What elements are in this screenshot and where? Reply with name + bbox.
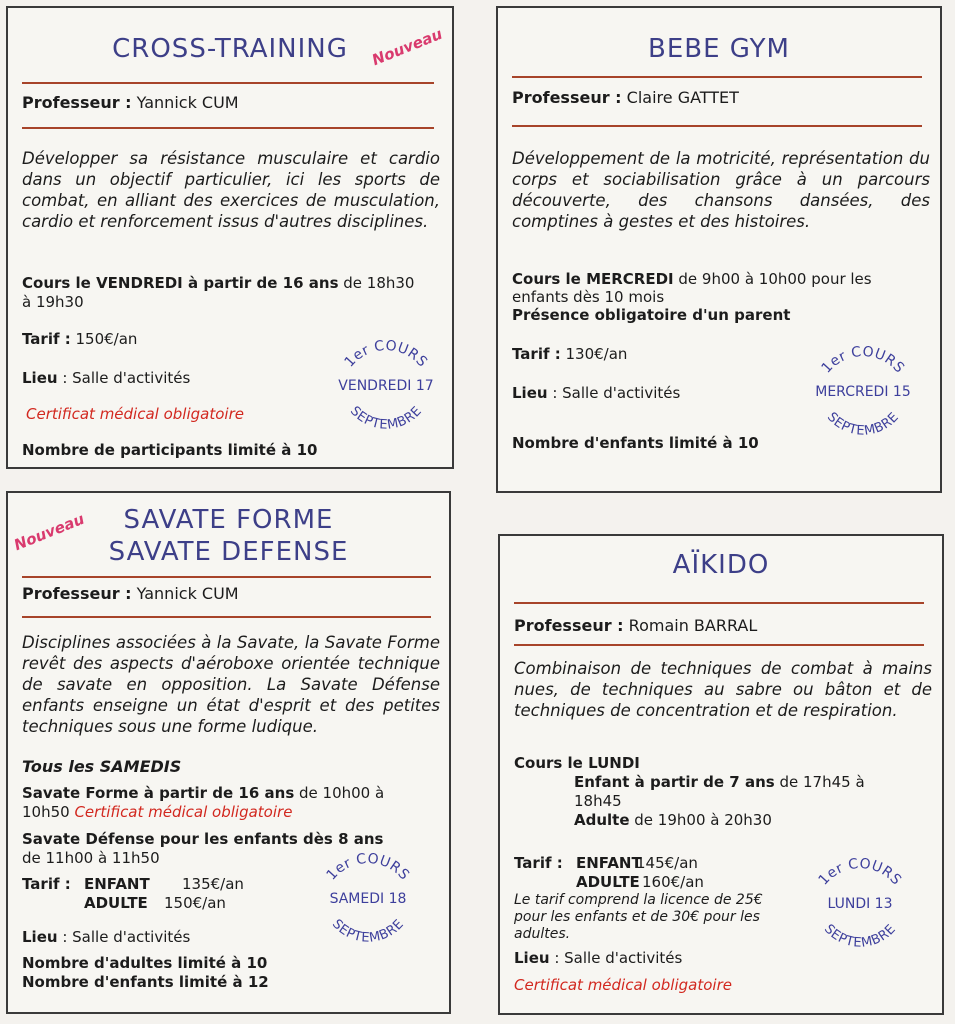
- divider: [22, 82, 434, 84]
- professor-line: Professeur : Yannick CUM: [22, 93, 239, 112]
- professor-line: Professeur : Romain BARRAL: [514, 616, 758, 635]
- nouveau-badge: Nouveau: [369, 24, 445, 70]
- schedule-line: Cours le VENDREDI à partir de 16 ans de 18h30: [22, 274, 415, 292]
- stamp-day: SAMEDI 18: [329, 891, 407, 907]
- divider: [512, 76, 922, 78]
- svg-text:SEPTEMBRE: [824, 410, 902, 439]
- schedule-line: Cours le MERCREDI de 9h00 à 10h00 pour les: [512, 270, 872, 288]
- certificat-line: Certificat médical obligatoire: [514, 976, 732, 994]
- savate-title-1: SAVATE FORME: [123, 505, 334, 535]
- description: Développer sa résistance musculaire et cardio dans un objectif particulier, ici les sports de combat, en alliant des exercices de musculation, cardio et renforcement issus d'autres disciplines.: [22, 149, 440, 231]
- svg-text:1er COURS: [819, 344, 908, 377]
- presence-line: Présence obligatoire d'un parent: [512, 306, 791, 324]
- divider: [514, 602, 924, 604]
- cours-line: Cours le LUNDI: [514, 754, 640, 772]
- svg-text:1er COURS: [324, 851, 413, 884]
- first-class-stamp: [803, 332, 923, 452]
- schedule-line-2: à 19h30: [22, 293, 84, 311]
- stamp-bottom-text: SEPTEMBRE: [346, 403, 426, 433]
- lieu-line: Lieu : Salle d'activités: [514, 949, 683, 967]
- professor-line: Professeur : Claire GATTET: [512, 88, 739, 107]
- stamp-top-text: 1er COURS: [341, 337, 431, 371]
- divider: [22, 616, 431, 618]
- cross-training-title: CROSS-TRAINING: [112, 34, 348, 64]
- svg-text:SEPTEMBRE: [821, 922, 899, 951]
- svg-text:1er COURS: [342, 338, 431, 371]
- stamp-day: VENDREDI 17: [338, 378, 434, 394]
- licence-note: Le tarif comprend la licence de 25€ pour les enfants et de 30€ pour les adultes.: [514, 892, 763, 942]
- lieu-line: Lieu : Salle d'activités: [512, 384, 681, 402]
- professor-line: Professeur : Yannick CUM: [22, 584, 239, 603]
- tarif-enfant-line: Tarif : ENFANT 135€/an: [22, 875, 244, 893]
- first-class-stamp: [308, 839, 428, 959]
- samedis-line: Tous les SAMEDIS: [22, 757, 182, 776]
- description: Combinaison de techniques de combat à mains nues, de techniques au sabre ou bâton et de techniques de concentration et de respiration.: [514, 659, 932, 720]
- description: Développement de la motricité, représentation du corps et sociabilisation grâce à un parcours découverte, des chansons dansées, des comptines à gestes et des histoires.: [512, 149, 930, 231]
- divider: [512, 125, 922, 127]
- stamp-day: MERCREDI 15: [815, 384, 911, 400]
- aikido-title: AÏKIDO: [672, 550, 770, 580]
- cross-training-panel: [6, 6, 454, 469]
- enfant-line: Enfant à partir de 7 ans de 17h45 à: [574, 773, 865, 791]
- bebe-gym-panel: [496, 6, 942, 493]
- tarif-line: Tarif : 130€/an: [512, 345, 628, 363]
- first-class-stamp: [326, 326, 446, 446]
- first-class-stamp: [800, 844, 920, 964]
- limit-line: Nombre de participants limité à 10: [22, 441, 318, 459]
- schedule-line-2: enfants dès 10 mois: [512, 288, 665, 306]
- stamp-top-text: 1er COURS: [815, 855, 905, 889]
- defense-line: Savate Défense pour les enfants dès 8 ans: [22, 830, 384, 848]
- lieu-line: Lieu : Salle d'activités: [22, 928, 191, 946]
- svg-text:SEPTEMBRE: [347, 404, 425, 433]
- forme-line-2: 10h50 Certificat médical obligatoire: [22, 803, 293, 821]
- stamp-day: LUNDI 13: [827, 896, 893, 912]
- stamp-top-text: 1er COURS: [818, 343, 908, 377]
- nouveau-badge: Nouveau: [11, 509, 87, 555]
- stamp-bottom-text: SEPTEMBRE: [328, 916, 408, 946]
- divider: [514, 644, 924, 646]
- enfant-line-2: 18h45: [574, 792, 622, 810]
- limit-adultes-line: Nombre d'adultes limité à 10: [22, 954, 268, 972]
- divider: [22, 127, 434, 129]
- savate-panel: SAVATE FORME SAVATE DEFENSE Nouveau Professeur : Yannick CUM Disciplines associées à la Savate, la Savate Forme revêt des aspects d'aéroboxe orientée technique de savate en opposition. La Savate Défense enfants enseigne un état d'esprit et des petites techniques sous une forme ludique. Tous les SAMEDIS Savate Forme à partir de 16 ans de 10h00 à 10h50 Certificat médical obligatoire Savate Défense pour les enfants dès 8 ans de 11h00 à 11h50 Tarif : ENFANT 135€/an ADULTE 150€/an Lieu : Salle d'activités Nombre d'adultes limité à 10 Nombre d'enfants limité à 12 1er COURS SEPTEMBRE SAMEDI 18: [6, 491, 451, 1014]
- adulte-line: Adulte de 19h00 à 20h30: [574, 811, 772, 829]
- tarif-enfant-line: Tarif : ENFANT 145€/an: [514, 854, 698, 872]
- certificat-line: Certificat médical obligatoire: [26, 405, 244, 423]
- tarif-line: Tarif : 150€/an: [22, 330, 138, 348]
- svg-text:1er COURS: [816, 856, 905, 889]
- description: Disciplines associées à la Savate, la Savate Forme revêt des aspects d'aéroboxe orientée technique de savate en opposition. La Savate Défense enfants enseigne un état d'esprit et des petites techniques sous une forme ludique.: [22, 633, 440, 736]
- divider: [22, 576, 431, 578]
- stamp-top-text: 1er COURS: [323, 850, 413, 884]
- limit-enfants-line: Nombre d'enfants limité à 12: [22, 973, 269, 991]
- forme-line: Savate Forme à partir de 16 ans de 10h00 à: [22, 784, 385, 802]
- stamp-bottom-text: SEPTEMBRE: [823, 409, 903, 439]
- bebe-gym-title: BEBE GYM: [648, 34, 790, 64]
- savate-title-2: SAVATE DEFENSE: [108, 537, 349, 567]
- defense-line-2: de 11h00 à 11h50: [22, 849, 160, 867]
- stamp-bottom-text: SEPTEMBRE: [820, 921, 900, 951]
- svg-text:SEPTEMBRE: [329, 917, 407, 946]
- limit-line: Nombre d'enfants limité à 10: [512, 434, 759, 452]
- aikido-panel: AÏKIDO Professeur : Romain BARRAL Combinaison de techniques de combat à mains nues, de techniques au sabre ou bâton et de techniques de concentration et de respiration. Cours le LUNDI Enfant à partir de 7 ans de 17h45 à 18h45 Adulte de 19h00 à 20h30 Tarif : ENFANT 145€/an ADULTE 160€/an Le tarif comprend la licence de 25€ pour les enfants et de 30€ pour les adultes. Lieu : Salle d'activités Certificat médical obligatoire 1er COURS SEPTEMBRE LUNDI 13: [498, 534, 944, 1015]
- lieu-line: Lieu : Salle d'activités: [22, 369, 191, 387]
